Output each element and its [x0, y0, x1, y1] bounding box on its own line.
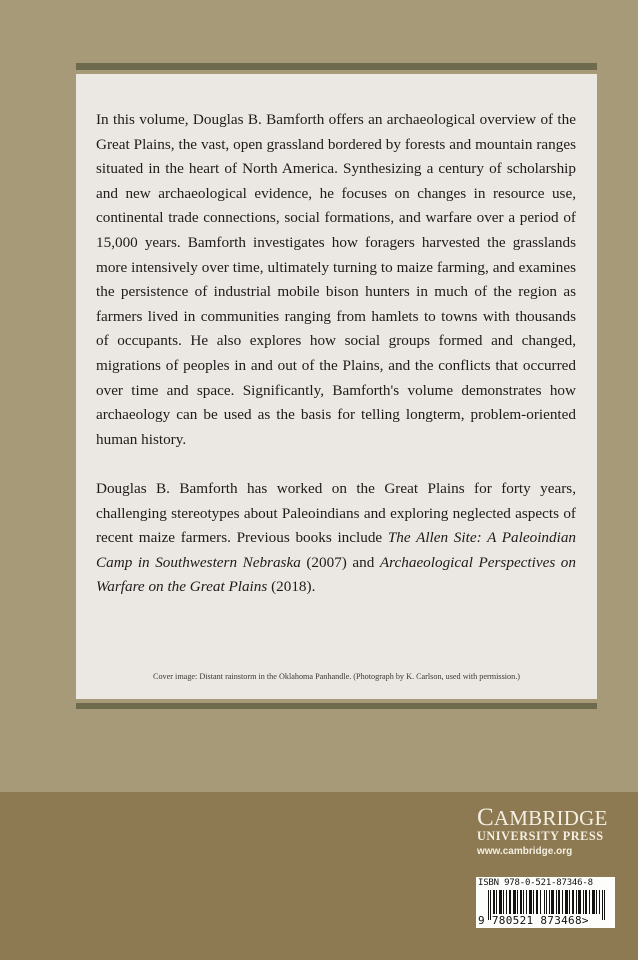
book-description: In this volume, Douglas B. Bamforth offers an archaeological overview of the Great Plains, the vast, open grassland bordered by forests and mountain ranges situated in the heart of North America. Synthesizing a century of scholarship and new archaeological evidence, he focuses on changes in resource use, continental trade connections, social formations, and warfare over a period of 15,000 years. Bamforth investigates how foragers harvested the grasslands more intensively over time, ultimately turning to maize farming, and examines the persistence of industrial mobile bison hunters in much of the region as farmers lived in communities ranging from hamlets to towns with thousands of occupants. He also explores how social groups formed and changed, migrations of peoples in and out of the Plains, and the conflicts that occurred over time and space. Significantly, Bamforth's volume demonstrates how archaeology can be used as the basis for telling longterm, problem-oriented human history.: [96, 111, 576, 448]
barcode-group-2: 873468: [540, 914, 582, 927]
book-year-1: (2007) and: [300, 553, 380, 571]
isbn-label: ISBN 978-0-521-87346-8: [478, 878, 593, 888]
description-panel: [76, 74, 597, 699]
cover-credit: Cover image: Distant rainstorm in the Oklahoma Panhandle. (Photograph by K. Carlson, used with permission.): [152, 672, 520, 681]
publisher-name-initial: C: [477, 804, 494, 831]
barcode-digits: [478, 914, 589, 927]
barcode-group-1: 780521: [491, 914, 534, 927]
barcode-quiet-zone-marker: >: [581, 914, 589, 927]
publisher-website: www.cambridge.org: [477, 846, 573, 857]
book-title-1: The Allen Site: A Paleoindian Camp in Southwestern Nebraska: [96, 529, 577, 571]
author-bio: [96, 477, 576, 600]
book-title-2: Archaeological Perspectives on Warfare on the Great Plains: [96, 553, 576, 596]
author-bio-intro: Douglas B. Bamforth has worked on the Great Plains for forty years, challenging stereotypes about Paleoindians and exploring neglected aspects of recent maize farmers. Previous books include: [96, 479, 576, 547]
blurb-text: [96, 108, 576, 624]
bottom-rule: [76, 703, 597, 709]
publisher-name-rest: AMBRIDGE: [493, 806, 608, 830]
barcode-lead-digit: 9: [478, 914, 485, 927]
publisher-logo: [477, 804, 617, 857]
isbn-barcode: [476, 877, 615, 928]
book-year-2: (2018).: [267, 578, 316, 596]
top-rule: [76, 63, 597, 70]
publisher-subtitle: UNIVERSITY PRESS: [477, 829, 604, 843]
publisher-name: [477, 804, 617, 831]
